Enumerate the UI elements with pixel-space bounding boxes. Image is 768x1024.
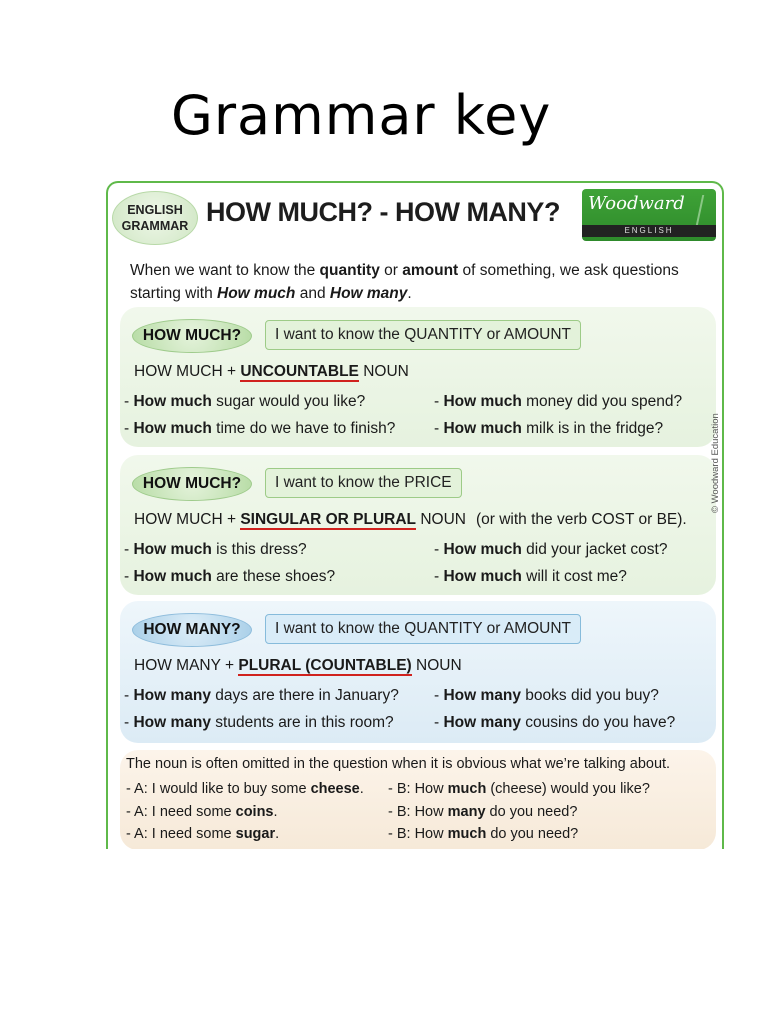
section-how-many [120,601,716,743]
rule-post: NOUN [411,657,462,674]
dialogue-keyword: many [447,804,486,820]
dash: - [124,687,134,704]
example-keyword: How much [443,393,522,410]
badge-line-2: GRAMMAR [121,219,189,233]
example [124,541,307,559]
example [124,568,335,586]
dialogue-part: - B: How [388,781,448,797]
dialogue-part: . [275,826,280,842]
copyright-text: © Woodward Education [710,413,721,513]
dash: - [434,714,444,731]
dialogue-keyword: cheese [310,781,360,797]
example [434,420,663,438]
example-keyword: How many [133,714,211,731]
dialogue-part: - A: I need some [126,804,236,820]
dialogue-keyword: much [447,826,487,842]
example-keyword: How much [133,568,212,585]
example [434,541,667,559]
dash: - [434,541,444,558]
example-rest: did your jacket cost? [521,541,668,558]
section-meaning: I want to know the PRICE [265,468,462,498]
example-rest: time do we have to finish? [211,420,396,437]
dialogue-b [388,804,577,820]
section-pill: HOW MUCH? [132,467,252,501]
woodward-logo [582,189,716,241]
example-keyword: How many [443,687,521,704]
dash: - [434,393,444,410]
example-keyword: How much [443,568,522,585]
grammar-infographic [106,181,724,849]
example-keyword: How many [133,687,211,704]
intro-how-many: How many [329,285,408,302]
intro-part: . [407,285,412,302]
section-meaning: I want to know the QUANTITY or AMOUNT [265,614,581,644]
note-text: The noun is often omitted in the question when it is obvious what we’re talking about. [126,756,671,772]
example-rest: days are there in January? [210,687,399,704]
section-how-much-quantity [120,307,716,447]
dialogue-part: - A: I need some [126,826,236,842]
intro-bold-quantity: quantity [319,262,380,279]
rule-post: NOUN [358,363,409,380]
example [124,420,395,438]
example-rest: books did you buy? [520,687,659,704]
intro-text [130,259,700,305]
dash: - [124,393,134,410]
dialogue-a [126,826,279,842]
section-rule [134,363,409,381]
logo-brand: Woodward [588,193,685,214]
dialogue-a [126,804,278,820]
intro-part: and [295,285,330,302]
english-grammar-badge [112,191,198,245]
dialogue-b [388,826,578,842]
dash: - [124,714,134,731]
example-rest: are these shoes? [211,568,336,585]
example [434,393,682,411]
example-keyword: How many [443,714,521,731]
example-keyword: How much [443,420,522,437]
section-pill: HOW MUCH? [132,319,252,353]
dash: - [434,420,444,437]
example-rest: cousins do you have? [520,714,676,731]
rule-keyword: UNCOUNTABLE [240,363,359,380]
rule-pre: HOW MANY + [134,657,239,674]
intro-part: or [379,262,403,279]
intro-part: of something, we ask questions starting with [130,262,679,302]
rule-pre: HOW MUCH + [134,363,241,380]
dialogue-part: - B: How [388,804,448,820]
example-rest: will it cost me? [521,568,627,585]
example [434,568,627,586]
example [124,687,399,705]
rule-pre: HOW MUCH + [134,511,241,528]
dash: - [124,568,134,585]
dialogue-part: do you need? [485,804,578,820]
dialogue-part: - B: How [388,826,448,842]
example-keyword: How much [443,541,522,558]
dash: - [124,541,134,558]
dialogue-part: do you need? [486,826,579,842]
dialogue-b [388,781,650,797]
example-rest: is this dress? [211,541,307,558]
intro-part: When we want to know the [130,262,320,279]
example [124,714,394,732]
infographic-headline: HOW MUCH? - HOW MANY? [206,197,560,227]
section-meaning: I want to know the QUANTITY or AMOUNT [265,320,581,350]
dialogue-part: - A: I would like to buy some [126,781,311,797]
example-keyword: How much [133,393,212,410]
dialogue-part: (cheese) would you like? [486,781,650,797]
example-keyword: How much [133,420,212,437]
rule-keyword: SINGULAR OR PLURAL [240,511,417,528]
badge-line-1: ENGLISH [127,203,183,217]
logo-subtitle: ENGLISH [582,225,716,237]
section-pill: HOW MANY? [132,613,252,647]
omitted-noun-note [120,750,716,849]
example-rest: money did you spend? [521,393,683,410]
section-rule [134,511,687,529]
dialogue-part: . [273,804,278,820]
rule-keyword: PLURAL (COUNTABLE) [238,657,412,674]
example-rest: sugar would you like? [211,393,366,410]
rule-post: NOUN [416,511,466,528]
section-rule [134,657,462,675]
dialogue-keyword: sugar [235,826,276,842]
example [434,687,659,705]
dash: - [434,568,444,585]
example-rest: students are in this room? [210,714,394,731]
dialogue-part: . [359,781,364,797]
dialogue-keyword: coins [235,804,274,820]
dash: - [434,687,444,704]
dialogue-a [126,781,364,797]
page-title: Grammar key [171,84,552,147]
example-keyword: How much [133,541,212,558]
intro-how-much: How much [217,285,296,302]
example [124,393,365,411]
dialogue-keyword: much [447,781,487,797]
rule-extension: (or with the verb COST or BE). [475,511,687,528]
example [434,714,675,732]
example-rest: milk is in the fridge? [521,420,664,437]
section-how-much-price [120,455,716,595]
dash: - [124,420,134,437]
intro-bold-amount: amount [402,262,459,279]
